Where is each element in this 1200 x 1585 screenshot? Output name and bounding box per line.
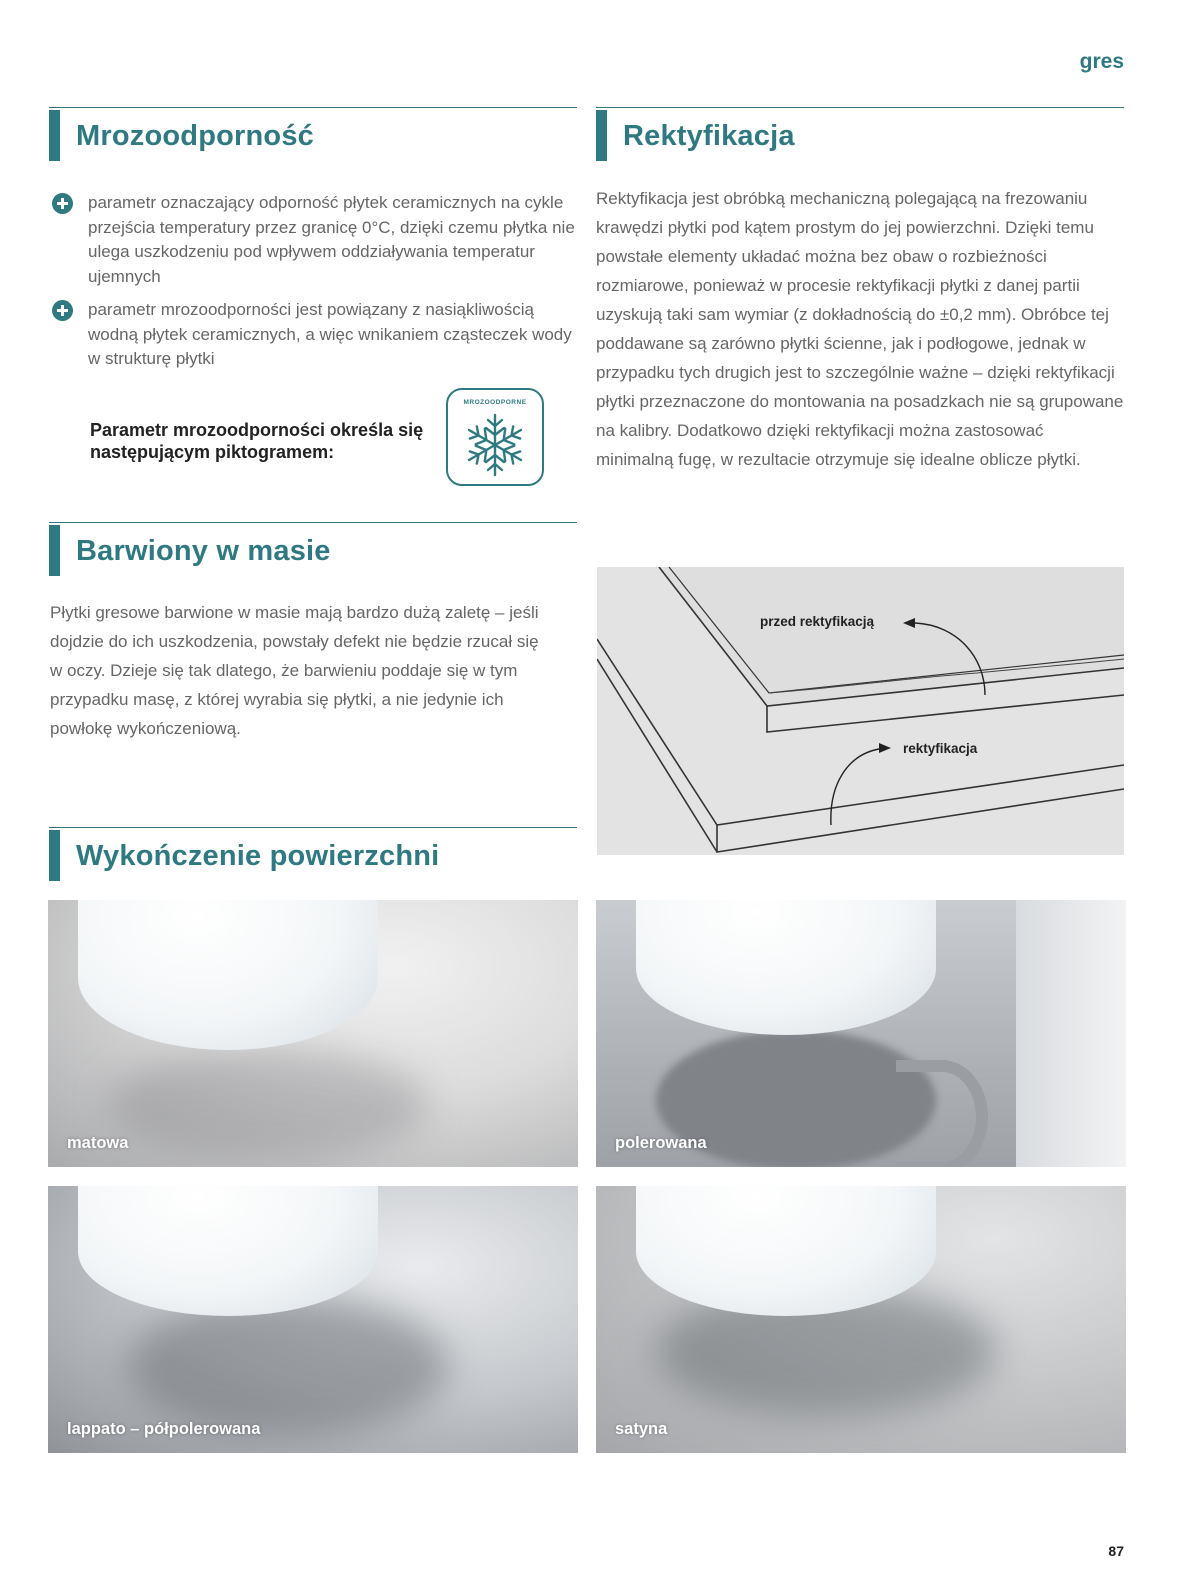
finish-photo-polished [596, 900, 1126, 1167]
surface-finish-title: Wykończenie powierzchni [76, 840, 440, 872]
surface-finish-heading [49, 827, 577, 884]
through-body-heading [49, 522, 577, 579]
cup-image [636, 1186, 936, 1316]
finish-label: matowa [67, 1134, 129, 1152]
window-reflection [1016, 900, 1126, 1167]
finish-label: satyna [615, 1420, 668, 1438]
cup-shadow [108, 1050, 428, 1160]
plus-icon [52, 193, 73, 214]
heading-bar [49, 525, 60, 576]
plus-icon [52, 300, 73, 321]
heading-bar [49, 110, 60, 161]
finish-photo-matt [48, 900, 578, 1167]
frost-bullets [50, 191, 580, 381]
tile-edge-illustration [597, 567, 1124, 855]
finish-label: polerowana [615, 1134, 707, 1152]
cup-image [78, 1186, 378, 1316]
frost-bullet: parametr oznaczający odporność płytek ceramicznych na cykle przejścia temperatury przez granicę 0°C, dzięki czemu płytka nie ulega uszkodzeniu pod wpływem oddziaływania temperatur ujemnych [50, 191, 580, 289]
frost-resistance-heading [49, 107, 577, 164]
pictogram-note: Parametr mrozoodporności określa się następującym piktogramem: [90, 420, 424, 462]
through-body-title: Barwiony w masie [76, 535, 331, 567]
before-rectification-label: przed rektyfikacją [760, 614, 875, 629]
frost-bullet: parametr mrozoodporności jest powiązany z nasiąkliwością wodną płytek ceramicznych, a więc wnikaniem cząsteczek wody w strukturę płytki [50, 298, 580, 372]
rectification-diagram [597, 567, 1124, 855]
page-number: 87 [1108, 1543, 1124, 1559]
rectification-label: rektyfikacja [903, 741, 978, 756]
cup-shadow [128, 1296, 448, 1436]
rectification-heading [596, 107, 1124, 164]
section-tag: gres [1079, 50, 1124, 73]
through-body-text: Płytki gresowe barwione w masie mają bardzo dużą zaletę – jeśli dojdzie do ich uszkodzenia, powstały defekt nie będzie rzucał się w oczy. Dzieje się tak dlatego, że barwieniu poddaje się w tym przypadku masę, z której wyrabia się płytki, a nie jedynie ich powłokę wykończeniową. [50, 603, 539, 738]
handle-reflection [896, 1060, 988, 1167]
finish-photo-lappato [48, 1186, 578, 1453]
snowflake-icon [460, 410, 530, 480]
rectification-title: Rektyfikacja [623, 120, 795, 152]
pictogram-text: MROZOODPORNE [463, 399, 527, 406]
heading-bar [596, 110, 607, 161]
cup-image [636, 900, 936, 1035]
frost-resistance-title: Mrozoodporność [76, 120, 315, 152]
rectification-text: Rektyfikacja jest obróbką mechaniczną polegającą na frezowaniu krawędzi płytki pod kątem prostym do jej powierzchni. Dzięki temu powstałe elementy układać można bez obaw o rozbieżności rozmiarowe, ponieważ w procesie rektyfikacji płytki z danej partii uzyskują taki sam wymiar (z dokładnością do ±0,2 mm). Obróbce tej poddawane są zarówno płytki ścienne, jak i podłogowe, jednak w przypadku tych drugich jest to szczególnie ważne – dzięki rektyfikacji płytki przeznaczone do montowania na posadzkach nie są grupowane na kalibry. Dodatkowo dzięki rektyfikacji można zastosować minimalną fugę, w rezultacie otrzymuje się idealne oblicze płytki. [596, 189, 1124, 469]
cup-image [78, 900, 378, 1050]
frost-pictogram [446, 388, 544, 486]
finish-photo-satin [596, 1186, 1126, 1453]
heading-bar [49, 830, 60, 881]
finish-label: lappato – półpolerowana [67, 1420, 261, 1438]
